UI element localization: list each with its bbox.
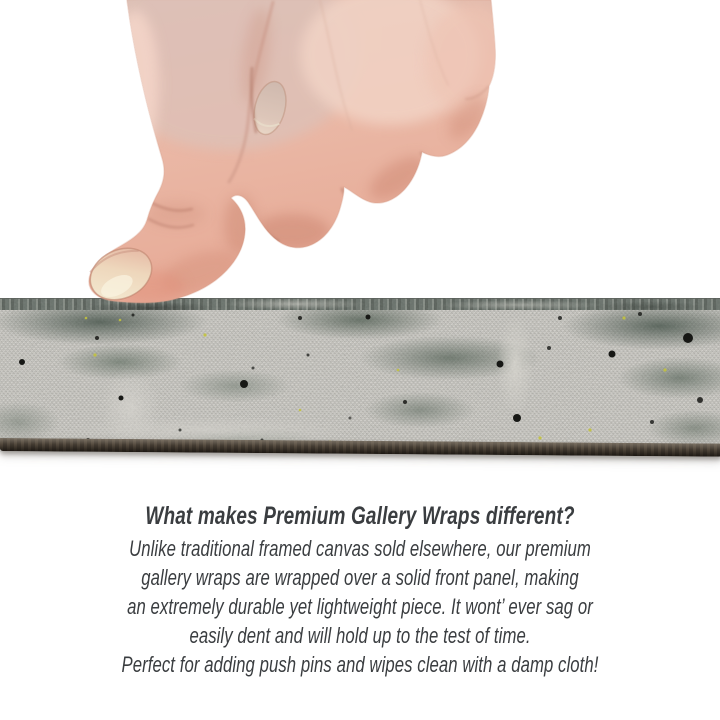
description-text-block bbox=[86, 501, 633, 679]
body-line-5: Perfect for adding push pins and wipes clean with a damp cloth! bbox=[121, 652, 599, 677]
body-line-2: gallery wraps are wrapped over a solid front panel, making bbox=[141, 565, 579, 590]
body-line-1: Unlike traditional framed canvas sold elsewhere, our premium bbox=[129, 536, 591, 561]
hand-pressing-thumb-photo bbox=[0, 0, 720, 312]
canvas-side-face bbox=[0, 310, 720, 444]
canvas-edge-strip bbox=[0, 298, 720, 468]
body-line-3: an extremely durable yet lightweight piece. It wont’ ever sag or bbox=[127, 594, 593, 619]
heading: What makes Premium Gallery Wraps different? bbox=[145, 502, 575, 530]
body-line-4: easily dent and will hold up to the test of time. bbox=[189, 623, 531, 648]
